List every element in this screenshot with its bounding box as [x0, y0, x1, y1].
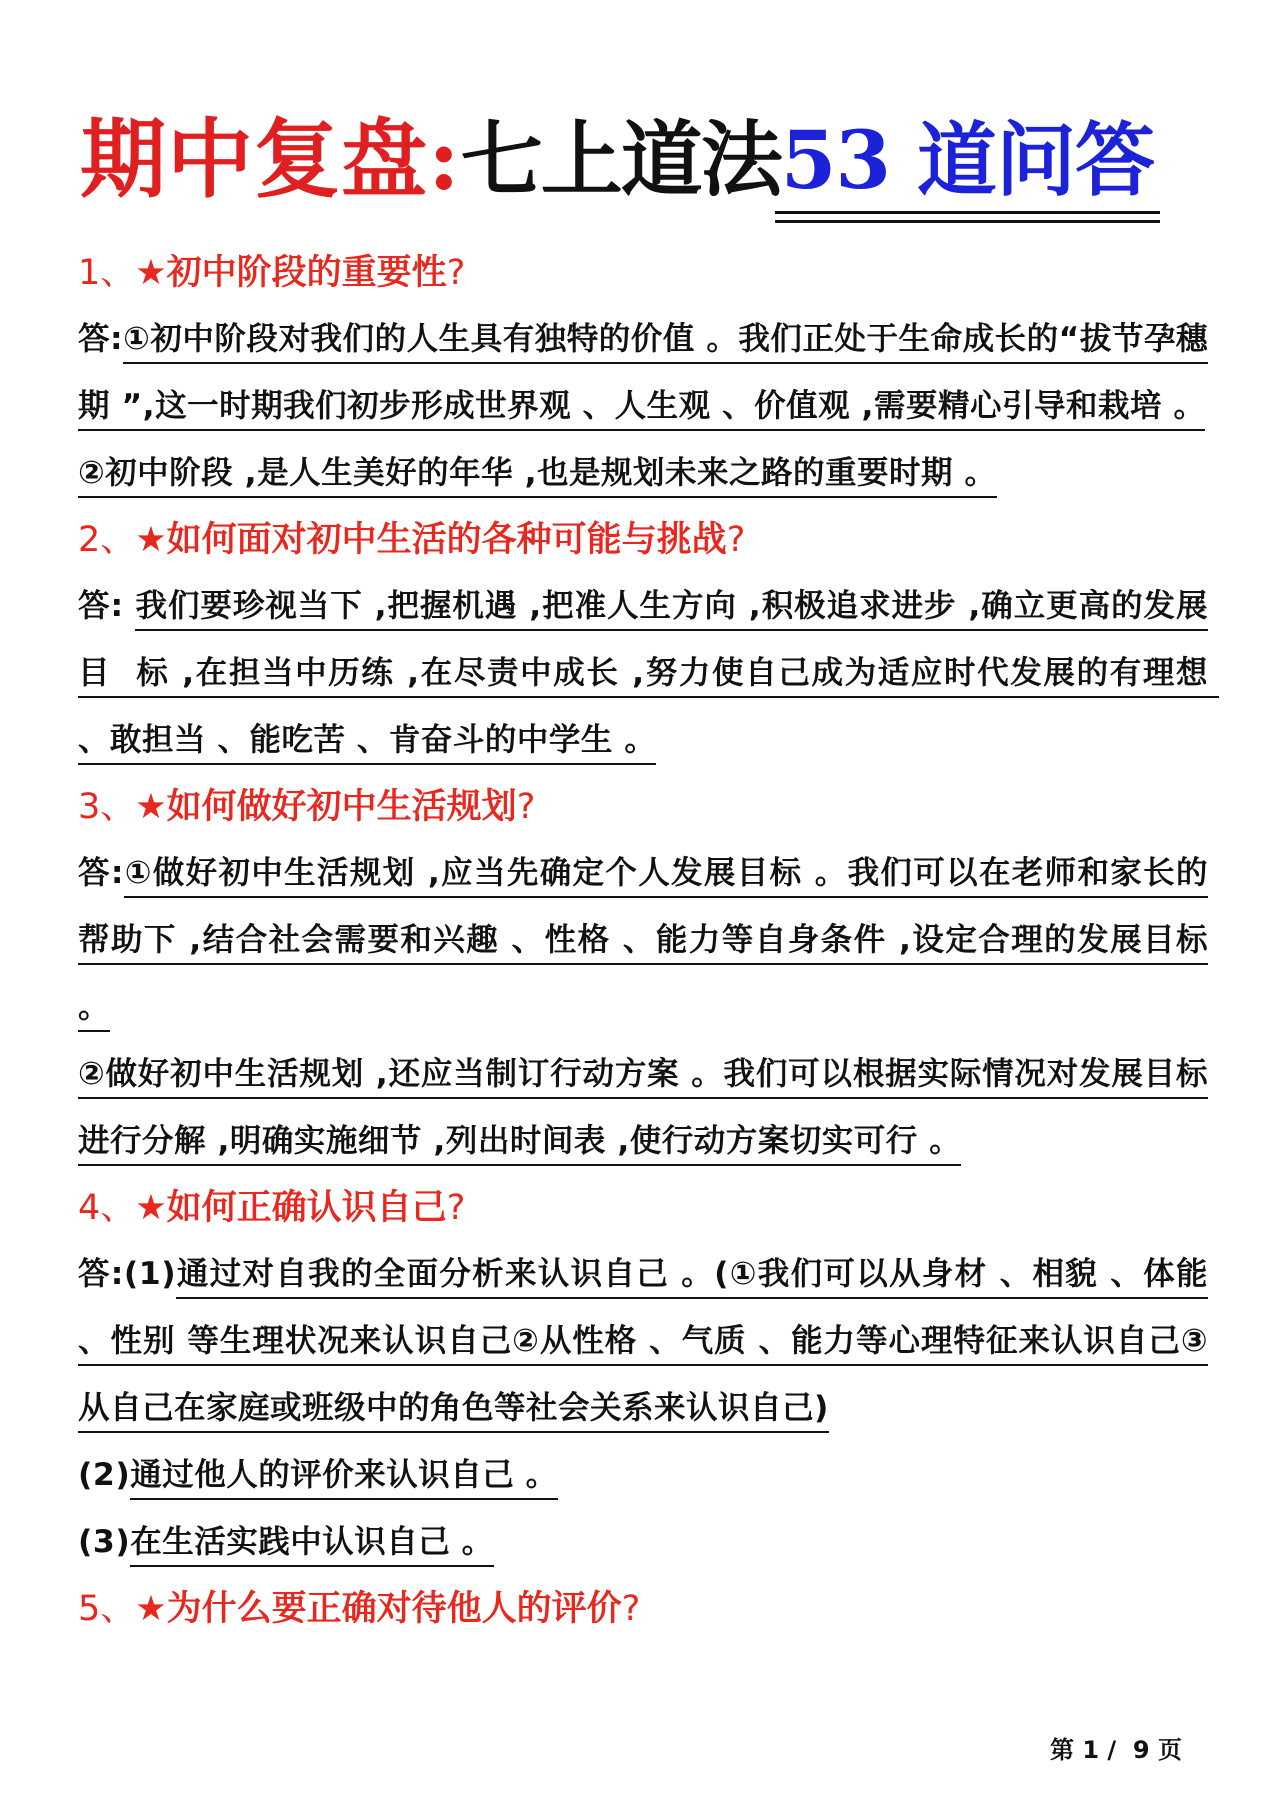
title-part-black: 七上道法	[460, 112, 781, 208]
qa-list	[78, 240, 1220, 1642]
title-part-red: 期中复盘:	[80, 109, 461, 210]
page-number: 第 1 / 9 页	[1050, 1736, 1182, 1764]
question-heading: 3、★如何做好初中生活规划?	[78, 787, 536, 827]
question-heading: 4、★如何正确认识自己?	[78, 1188, 466, 1228]
answer-paragraph: 答:①初中阶段对我们的人生具有独特的价值 。我们正处于生命成长的“拔节孕穗期 ”,这一时期我们初步形成世界观 、人生观 、价值观 ,需要精心引导和栽培 。	[78, 306, 1208, 440]
answer-paragraph: 答: 我们要珍视当下 ,把握机遇 ,把准人生方向 ,积极追求进步 ,确立更高的发展目 标 ,在担当中历练 ,在尽责中成长 ,努力使自己成为适应时代发展的有理想 、敢担当 、能吃苦 、肯奋斗的中学生 。	[78, 573, 1208, 774]
answer-paragraph: (2)通过他人的评价来认识自己 。	[78, 1442, 1208, 1509]
answer-paragraph: (3)在生活实践中认识自己 。	[78, 1509, 1208, 1576]
page-title	[80, 100, 1210, 220]
question-heading: 1、★初中阶段的重要性?	[78, 253, 466, 293]
answer-paragraph: ②做好初中生活规划 ,还应当制订行动方案 。我们可以根据实际情况对发展目标进行分解 ,明确实施细节 ,列出时间表 ,使行动方案切实可行 。	[78, 1041, 1208, 1175]
answer-paragraph: 答:①做好初中生活规划 ,应当先确定个人发展目标 。我们可以在老师和家长的帮助下 ,结合社会需要和兴趣 、性格 、能力等自身条件 ,设定合理的发展目标 。	[78, 840, 1208, 1041]
question-heading: 5、★为什么要正确对待他人的评价?	[78, 1589, 641, 1629]
answer-paragraph: ②初中阶段 ,是人生美好的年华 ,也是规划未来之路的重要时期 。	[78, 440, 1208, 507]
question-heading: 2、★如何面对初中生活的各种可能与挑战?	[78, 520, 746, 560]
title-part-blue: 53 道问答	[781, 100, 1154, 220]
answer-paragraph: 答:(1)通过对自我的全面分析来认识自己 。(①我们可以从身材 、相貌 、体能 、性别 等生理状况来认识自己②从性格 、气质 、能力等心理特征来认识自己③从自己在家庭或班级中的角色等社会关系来认识自己)	[78, 1241, 1208, 1442]
